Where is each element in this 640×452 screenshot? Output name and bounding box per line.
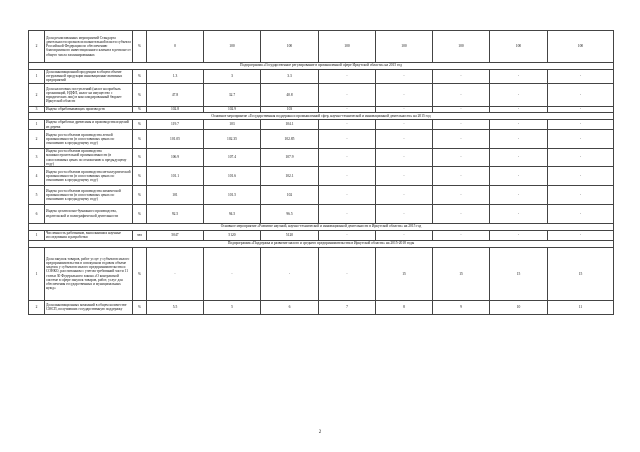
indicator-name: Индекс обрабатывающих производств (45, 106, 133, 112)
section-title: Основное мероприятие «Государственная поддержка и промышленной сфер, научно-технической и инновационной деятельности» на 2015 год (29, 112, 614, 119)
value-cell: 11 (548, 300, 614, 314)
value-cell: 100 (433, 31, 490, 63)
row-number: 6 (29, 204, 45, 223)
value-cell: - (376, 106, 433, 112)
value-cell: - (376, 148, 433, 167)
value-cell: - (204, 247, 261, 300)
value-cell: 92.5 (147, 204, 204, 223)
section-row (29, 62, 614, 69)
value-cell: - (319, 119, 376, 129)
value-cell: - (433, 83, 490, 106)
value-cell: - (433, 106, 490, 112)
value-cell: 15 (548, 247, 614, 300)
value-cell: 102.1 (261, 167, 319, 186)
value-cell: 107.4 (204, 148, 261, 167)
row-number: 1 (29, 247, 45, 300)
table-row (29, 31, 614, 63)
value-cell: - (490, 167, 548, 186)
value-cell: - (548, 106, 614, 112)
row-number: 1 (29, 69, 45, 83)
unit-cell: % (133, 186, 147, 205)
unit-cell: % (133, 31, 147, 63)
indicator-name: Индекс роста объемов производства легкой промышленности (в сопоставимых ценах по отношению к предыдущему году) (45, 130, 133, 149)
value-cell: 32.7 (204, 83, 261, 106)
unit-cell: % (133, 69, 147, 83)
row-number: 3 (29, 106, 45, 112)
value-cell: - (319, 186, 376, 205)
unit-cell: % (133, 119, 147, 129)
value-cell: - (490, 148, 548, 167)
value-cell: 100 (548, 31, 614, 63)
indicator-name: Доля инновационных компаний в общем количестве СМСП, получивших государственную поддержку (45, 300, 133, 314)
value-cell: - (433, 119, 490, 129)
value-cell: - (433, 186, 490, 205)
value-cell: - (376, 119, 433, 129)
value-cell: 47.8 (147, 83, 204, 106)
unit-cell: % (133, 204, 147, 223)
value-cell: - (490, 119, 548, 129)
value-cell: - (376, 230, 433, 240)
value-cell: - (376, 130, 433, 149)
value-cell: 3 (204, 69, 261, 83)
value-cell: - (376, 69, 433, 83)
value-cell: 15 (376, 247, 433, 300)
value-cell: - (548, 186, 614, 205)
value-cell: 94.5 (204, 204, 261, 223)
value-cell: - (319, 148, 376, 167)
value-cell: - (548, 83, 614, 106)
value-cell: - (319, 83, 376, 106)
value-cell: 96.5 (261, 204, 319, 223)
row-number: 1 (29, 230, 45, 240)
value-cell: 103 (261, 106, 319, 112)
section-row (29, 240, 614, 247)
indicator-name: Индекс роста объемов производства машиностроительной промышленности (в сопоставимых ценах по отношению к предыдущему году) (45, 148, 133, 167)
row-number: 5 (29, 186, 45, 205)
value-cell: 5047 (147, 230, 204, 240)
value-cell: 104.1 (261, 119, 319, 129)
unit-cell: % (133, 148, 147, 167)
indicator-name: Доля реализованных мероприятий Стандарта деятельности органов исполнительной власти субъекта Российской Федерации по обеспечению благоприятного инвестиционного климата в регионе от общего числа запланированных (45, 31, 133, 63)
row-number: 4 (29, 167, 45, 186)
table-row (29, 119, 614, 129)
table-row (29, 186, 614, 205)
value-cell: 102.8 (147, 106, 204, 112)
value-cell: 101.6 (204, 167, 261, 186)
value-cell: - (490, 230, 548, 240)
row-number: 2 (29, 31, 45, 63)
value-cell: 6 (261, 300, 319, 314)
value-cell: - (490, 186, 548, 205)
value-cell: - (548, 119, 614, 129)
unit-cell: % (133, 247, 147, 300)
indicator-name: Доля налоговых поступлений (налог на прибыль организаций, НДФЛ, налог на имущество с юридических лиц) в консолидированный бюджет Иркутской области (45, 83, 133, 106)
value-cell: - (433, 69, 490, 83)
value-cell: - (490, 130, 548, 149)
value-cell: 101 (147, 186, 204, 205)
value-cell: 5 (204, 300, 261, 314)
row-number: 2 (29, 83, 45, 106)
value-cell: 100 (490, 31, 548, 63)
value-cell: - (319, 247, 376, 300)
value-cell: - (319, 130, 376, 149)
value-cell: 15 (490, 247, 548, 300)
value-cell: - (319, 230, 376, 240)
value-cell: 3.3 (261, 69, 319, 83)
indicator-name: Индекс целлюлозно-бумажного производства, издательской и полиграфической деятельности (45, 204, 133, 223)
indicator-name: Численность работников, выполнявших научные исследования и разработки (45, 230, 133, 240)
unit-cell: % (133, 300, 147, 314)
unit-cell: чел (133, 230, 147, 240)
value-cell: - (490, 69, 548, 83)
row-number: 3 (29, 148, 45, 167)
table-row (29, 300, 614, 314)
table-row (29, 247, 614, 300)
table-row (29, 69, 614, 83)
value-cell: 119.7 (147, 119, 204, 129)
value-cell: - (433, 167, 490, 186)
value-cell: 100 (261, 31, 319, 63)
section-row (29, 112, 614, 119)
table-row (29, 204, 614, 223)
unit-cell: % (133, 130, 147, 149)
value-cell: - (548, 148, 614, 167)
value-cell: - (490, 83, 548, 106)
value-cell: - (490, 106, 548, 112)
value-cell: - (376, 186, 433, 205)
value-cell: 9 (433, 300, 490, 314)
value-cell: - (433, 148, 490, 167)
indicator-name: Индекс обработки древесины и производства изделий из дерева (45, 119, 133, 129)
value-cell: - (319, 106, 376, 112)
unit-cell: % (133, 167, 147, 186)
section-row (29, 223, 614, 230)
value-cell: - (261, 247, 319, 300)
unit-cell: % (133, 106, 147, 112)
unit-cell: % (133, 83, 147, 106)
value-cell: 106.9 (147, 148, 204, 167)
value-cell: 0 (147, 31, 204, 63)
row-number: 1 (29, 119, 45, 129)
value-cell: 102.85 (261, 130, 319, 149)
value-cell: - (490, 204, 548, 223)
value-cell: - (548, 130, 614, 149)
value-cell: 101.05 (147, 130, 204, 149)
value-cell: - (376, 83, 433, 106)
value-cell: - (376, 167, 433, 186)
value-cell: 100 (204, 31, 261, 63)
value-cell: 102.9 (204, 106, 261, 112)
section-title: Подпрограмма «Государственное регулирование в промышленной сфере Иркутской области» на 2015 год (29, 62, 614, 69)
section-title: Основное мероприятие «Развитие научной, научно-технической и инновационной деятельности в Иркутской области» на 2015 год (29, 223, 614, 230)
value-cell: 100 (376, 31, 433, 63)
value-cell: 5120 (261, 230, 319, 240)
indicators-table (28, 30, 614, 315)
page-number: 2 (318, 430, 322, 435)
value-cell: 5120 (204, 230, 261, 240)
value-cell: 102.35 (204, 130, 261, 149)
value-cell: 102 (261, 186, 319, 205)
value-cell: - (548, 69, 614, 83)
value-cell: - (433, 130, 490, 149)
value-cell: - (548, 204, 614, 223)
value-cell: - (319, 204, 376, 223)
value-cell: - (548, 230, 614, 240)
value-cell: - (376, 204, 433, 223)
row-number: 2 (29, 130, 45, 149)
indicator-name: Индекс роста объемов производства металлургической промышленности (в сопоставимых ценах по отношению к предыдущему году) (45, 167, 133, 186)
row-number: 2 (29, 300, 45, 314)
value-cell: - (319, 69, 376, 83)
value-cell: 1.3 (147, 69, 204, 83)
value-cell: - (433, 230, 490, 240)
value-cell: 101.5 (204, 186, 261, 205)
value-cell: 101.1 (147, 167, 204, 186)
indicator-name: Доля инновационной продукции в общем объеме отгруженной продукции инновационно-активных предприятий (45, 69, 133, 83)
value-cell: - (147, 247, 204, 300)
value-cell: 103 (204, 119, 261, 129)
value-cell: 10 (490, 300, 548, 314)
table-row (29, 130, 614, 149)
section-title: Подпрограмма «Поддержка и развитие малого и среднего предпринимательства в Иркутской области» на 2015-2018 годы (29, 240, 614, 247)
value-cell: 8 (376, 300, 433, 314)
value-cell: 100 (319, 31, 376, 63)
value-cell: 5.5 (147, 300, 204, 314)
table-row (29, 148, 614, 167)
table-row (29, 83, 614, 106)
table-row (29, 230, 614, 240)
value-cell: 40.8 (261, 83, 319, 106)
value-cell: 15 (433, 247, 490, 300)
value-cell: - (548, 167, 614, 186)
value-cell: - (433, 204, 490, 223)
value-cell: 7 (319, 300, 376, 314)
indicator-name: Доля закупок товаров, работ услуг у субъектов малого предпринимательства в совокупном годовом объеме закупок у субъектов малого предпринимательства и СОНКО, рассчитанном с учетом требований части 11 статьи 30 Федерального закона «О контрактной системе в сфере закупок товаров, работ, услуг для обеспечения государственных и муниципальных нужд» (45, 247, 133, 300)
value-cell: 107.9 (261, 148, 319, 167)
table-row (29, 167, 614, 186)
indicator-name: Индекс роста объемов производства химической промышленности (в сопоставимых ценах по отношению к предыдущему году) (45, 186, 133, 205)
value-cell: - (319, 167, 376, 186)
